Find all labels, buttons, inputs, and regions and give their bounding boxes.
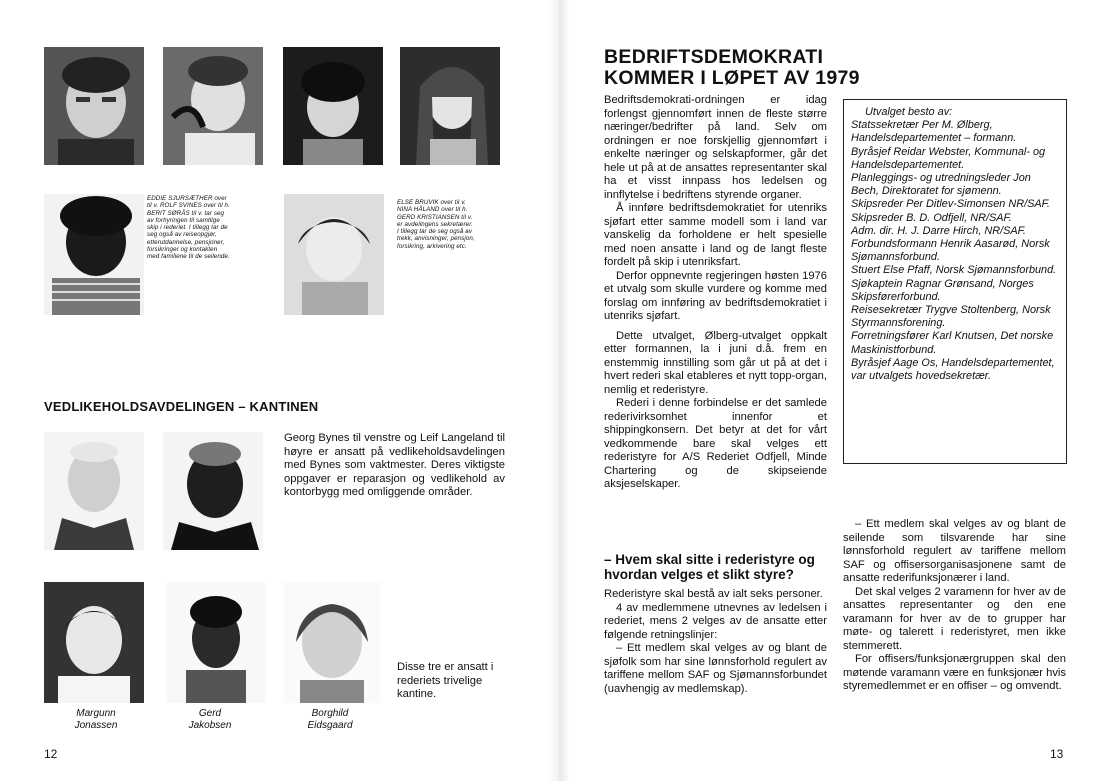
page-number: 13 [1050, 747, 1064, 761]
section-heading: VEDLIKEHOLDSAVDELINGEN – KANTINEN [44, 399, 319, 414]
article-title: BEDRIFTSDEMOKRATI KOMMER I LØPET AV 1979 [604, 46, 860, 89]
maintenance-text: Georg Bynes til venstre og Leif Langeland til høyre er ansatt på vedlikeholdsavdelingen med Bynes som vaktmester. Deres viktigste oppgaver er reparasjon og vedlikehold av kontorbygg med omliggende områder. [284, 432, 505, 498]
portrait-photo [44, 47, 144, 165]
portrait-photo [283, 47, 383, 165]
portrait-photo [166, 582, 266, 703]
portrait-photo [44, 432, 144, 550]
page-gutter [548, 0, 570, 781]
article-column-1: Bedriftsdemokrati-ordningen er idag forlengst gjennomført innen de fleste større næringer/bedrifter på land. Selv om ordningen er noe forskjellig gjennomført i enkelte næringer og selskapformer, går det hele ut på at de ansattes representanter skal ha et visst innpass hos ledelsen og innflytelse i bedriftens styrende organer. Å innføre bedriftsdemokratiet for utenriks sjøfart etter samme modell som i land var vanskelig da forholdene er helt spesielle med noen ansatte i land og de langt fleste fordelt på skip i utenriksfart. Derfor oppnevnte regjeringen høsten 1976 et utvalg som skulle vurdere og komme med forslag om innføring av bedriftsdemokratiet i utenriks sjøfart. Dette utvalget, Ølberg-utvalget oppkalt etter formannen, la i juni d.å. frem en enstemmig innstilling som går ut på at det i hvert rederi skal etableres et nytt topp-organ, nemlig et rederistyre. Rederi i denne forbindelse er det samlede rederivirksomhet innenfor et shippingkonsern. Det betyr at det for vårt vedkommende bare skal velges ett rederistyre for A/S Rederiet Odfjell, Minde Chartering og de skipseiende aksjeselskaper. [604, 94, 827, 490]
article-subheading: – Hvem skal sitte i rederistyre og hvordan velges et slikt styre? [604, 552, 815, 582]
photo-name-caption: Gerd Jakobsen [188, 708, 232, 731]
portrait-photo [163, 47, 263, 165]
photo-caption: ELSE BRUVIK over til v. NINA HÅLAND over til h. GERD KRISTIANSEN til v. er avdelingens sekretærer. I tillegg tar de seg også av trekk, anvisninger, pensjon, forsikring, arkivering etc. [397, 199, 475, 250]
portrait-photo [44, 194, 144, 315]
portrait-photo [163, 432, 263, 550]
portrait-photo [284, 582, 380, 703]
photo-name-caption: Margunn Jonassen [74, 708, 118, 731]
committee-members-box: Utvalget besto av: Statssekretær Per M. Ølberg, Handelsdepartementet – formann. Byråsjef Reidar Webster, Kommunal- og Handelsdepartementet. Planleggings- og utredningsleder Jon Bech, Direktoratet for sjømenn. Skipsreder Per Ditlev-Simonsen NR/SAF. Skipsreder B. D. Odfjell, NR/SAF. Adm. dir. H. J. Darre Hirch, NR/SAF. Forbundsformann Henrik Aasarød, Norsk Sjømannsforbund. Stuert Else Pfaff, Norsk Sjømannsforbund. Sjøkaptein Ragnar Grønsand, Norges Skipsførerforbund. Reisesekretær Trygve Stoltenberg, Norsk Styrmannsforening. Forretningsfører Karl Knutsen, Det norske Maskinistforbund. Byråsjef Aage Os, Handelsdepartementet, var utvalgets hovedsekretær. [843, 99, 1067, 464]
canteen-text: Disse tre er ansatt i rederiets trivelige kantine. [397, 661, 494, 700]
photo-caption: EDDIE SJURSÆTHER over til v. ROLF SVINES over til h. BERIT SØRÅS til v. tar seg av forhyringen til samtlige skip i rederiet. I tillegg tar de seg også av reiseopgjør, etterutdannelse, pensjoner, forsikringer og kontakten med familiene til de seilende. [147, 195, 230, 261]
page-number: 12 [44, 747, 58, 761]
portrait-photo [400, 47, 500, 165]
photo-name-caption: Borghild Eidsgaard [307, 708, 353, 731]
portrait-photo [284, 194, 384, 315]
portrait-photo [44, 582, 144, 703]
article-column-1b: Rederistyre skal bestå av ialt seks personer. 4 av medlemmene utnevnes av ledelsen i rederiet, mens 2 velges av de ansatte etter følgende retningslinjer: – Ett medlem skal velges av og blant de sjøfolk som har sine lønnsforhold regulert av tariffene mellom SAF og Sjømannsforbundet (uavhengig av medlemskap). [604, 588, 827, 695]
article-column-2: – Ett medlem skal velges av og blant de seilende som tilsvarende har sine lønnsforhold regulert av tariffene mellom SAF og offisersorganisasjonene samt de ansatte rederifunksjonærer i land. Det skal velges 2 varamenn for hver av de ansattes representanter og den ene varamann for hver av de to grupper har møte- og talerett i rederistyret, men ikke stemmerett. For offisers/funksjonærgruppen skal den møtende varamann være en funksjonær hvis styremedlemmet er en offiser – og omvendt. [843, 518, 1066, 692]
